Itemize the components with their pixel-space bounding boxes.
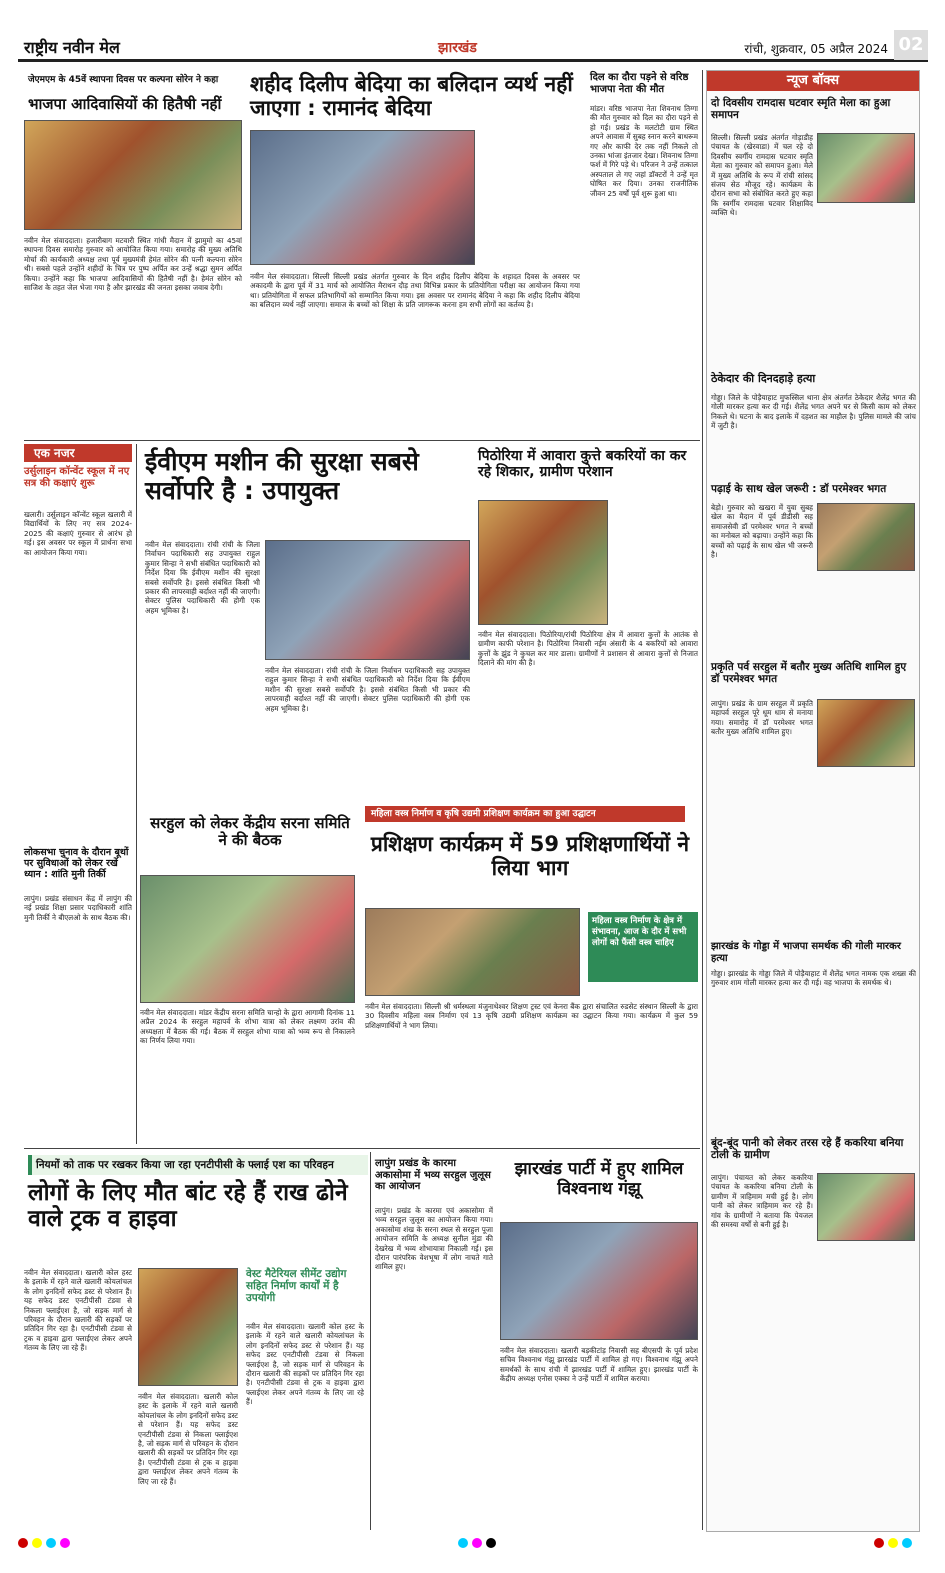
registration-dot bbox=[888, 1538, 898, 1548]
story-dogs-photo bbox=[478, 500, 608, 625]
column-rule bbox=[136, 444, 137, 1144]
news-item-headline: झारखंड के गोड्डा में भाजपा समर्थक की गोली मारकर हत्या bbox=[711, 941, 901, 964]
news-item-photo bbox=[817, 133, 915, 203]
story-ntpc-photo bbox=[138, 1268, 238, 1386]
story-ganjhu-photo bbox=[500, 1222, 698, 1340]
story-ntpc-body-cont: नवीन मेल संवाददाता। खलारी कोल हस्ट के इलाके में रहने वाले खलारी कोयलांचल के लोग इनदिनों सफेद डस्ट से परेशान हैं। यह सफेद डस्ट एनटीपीसी टंडवा से निकला फ्लाईएश है, जो सड़क मार्ग से परिवहन के दौरान खलारी की सड़कों पर प्रतिदिन गिर रहा है। एनटीपीसी टंडवा से ट्रक व हाइवा द्वारा फ्लाईएश लेकर अपने गंतव्य के लिए जा रहे हैं। bbox=[138, 1392, 238, 1486]
ek-nazar-title: एक नजर bbox=[24, 444, 132, 462]
registration-dot bbox=[902, 1538, 912, 1548]
news-box bbox=[706, 70, 920, 1532]
story-bjp-kicker: जेएमएम के 45वें स्थापना दिवस पर कल्पना सोरेन ने कहा bbox=[28, 75, 219, 85]
news-item-photo bbox=[817, 1173, 915, 1241]
registration-dot bbox=[458, 1538, 468, 1548]
news-item-headline: पढ़ाई के साथ खेल जरूरी : डॉ परमेश्वर भगत bbox=[711, 483, 887, 495]
story-evm-body-cont: नवीन मेल संवाददाता। रांची रांची के जिला निर्वाचन पदाधिकारी सह उपायुक्त राहुल कुमार सिन्हा ने सभी संबंधित पदाधिकारी को निर्देश दिया कि ईवीएम मशीन की सुरक्षा सबसे सर्वोपरि है। इससे संबंधित किसी भी प्रकार की लापरवाही बर्दाश्त नहीं की जाएगी। सेक्टर पुलिस पदाधिकारी की होगी एक अहम भूमिका है। bbox=[265, 666, 470, 713]
story-bediya-body: नवीन मेल संवाददाता। सिल्ली सिल्ली प्रखंड अंतर्गत गुरुवार के दिन शहीद दिलीप बेदिया के शहादत दिवस के अवसर पर अकादमी के द्वारा पूर्व में 31 मार्च को आयोजित मैराथन दौड़ तथा विभिन्न प्रकार के प्रतियोगिता परीक्षा का आयोजन किया गया था। प्रतियोगिता में सफल प्रतिभागियों को सम्मानित किया गया। इस अवसर पर रामानंद बेदिया ने कहा कि शहीद दिलीप बेदिया का बलिदान व्यर्थ नहीं जाएगा। समाज के बच्चों को शिक्षा के प्रति जागरूक करना हम सभी लोगों का कर्तव्य है। bbox=[250, 272, 580, 310]
print-registration-bar bbox=[18, 1536, 928, 1550]
paper-name: राष्ट्रीय नवीन मेल bbox=[24, 38, 120, 57]
news-item-body: बेड़ो। गुरुवार को खखरा में युवा सुबह खेल का मैदान में पूर्व डीडीसी सह समाजसेवी डॉ परमेश्वर भगत ने बच्चों का मनोबल को बढ़ाया। उन्होंने कहा कि बच्चों को पढ़ाई के साथ खेल भी जरूरी है। bbox=[711, 503, 813, 560]
story-sarhul-headline: सरहुल को लेकर केंद्रीय सरना समिति ने की बैठक bbox=[150, 814, 350, 850]
story-training-callout: महिला वस्त्र निर्माण के क्षेत्र में संभावना, आज के दौर में सभी लोगों को फैंसी वस्त्र चाहिए bbox=[588, 912, 698, 982]
news-item-body: गोड्डा। झारखंड के गोड्डा जिले में पोड़ैयाहाट में शैलेंद्र भगत नामक एक शख्स की गुरुवार शाम गोली मारकर हत्या कर दी गई। वह भाजपा के समर्थक थे। bbox=[711, 969, 916, 988]
story-training-headline: प्रशिक्षण कार्यक्रम में 59 प्रशिक्षणार्थियों ने लिया भाग bbox=[370, 832, 690, 881]
news-item-headline: प्रकृति पर्व सरहुल में बतौर मुख्य अतिथि शामिल हुए डॉ परमेश्वर भगत bbox=[711, 661, 907, 686]
ek-nazar-headline: उर्सुलाइन कॉन्वेंट स्कूल में नए सत्र की कक्षाएं शुरू bbox=[24, 466, 130, 489]
news-item-body: गोड्डा। जिले के पोड़ैयाहाट मुफस्सिल थाना क्षेत्र अंतर्गत ठेकेदार शैलेंद्र भगत की गोली मारकर हत्या कर दी गई। शैलेंद्र भगत अपने घर से किसी काम को लेकर निकले थे। घटना के बाद इलाके में दहशत का माहौल है। पुलिस मामले की जांच में जुटी है। bbox=[711, 393, 916, 431]
column-rule bbox=[370, 1152, 371, 1530]
story-bjp-photo bbox=[24, 120, 242, 230]
news-item-headline: बूंद-बूंद पानी को लेकर तरस रहे हैं ककरिया बनिया टोली के ग्रामीण bbox=[711, 1137, 904, 1162]
story-training-photo bbox=[365, 908, 580, 996]
registration-dot bbox=[472, 1538, 482, 1548]
story-dogs-headline: पिठोरिया में आवारा कुत्ते बकरियों का कर रहे शिकार, ग्रामीण परेशान bbox=[478, 448, 687, 481]
story-sarhul-photo bbox=[140, 875, 355, 1003]
story-ntpc-headline: लोगों के लिए मौत बांट रहे हैं राख ढोने वाले ट्रक व हाइवा bbox=[28, 1180, 348, 1233]
story-ntpc-tagline: नियमों को ताक पर रखकर किया जा रहा एनटीपीसी के फ्लाई एश का परिवहन bbox=[28, 1155, 368, 1175]
page-number: 02 bbox=[894, 30, 928, 60]
story-lapung-headline: लापुंग प्रखंड के कारमा अकासोमा में भव्य सरहुल जुलूस का आयोजन bbox=[375, 1158, 491, 1192]
story-ntpc-body-more: नवीन मेल संवाददाता। खलारी कोल हस्ट के इलाके में रहने वाले खलारी कोयलांचल के लोग इनदिनों सफेद डस्ट से परेशान हैं। यह सफेद डस्ट एनटीपीसी टंडवा से निकला फ्लाईएश है, जो सड़क मार्ग से परिवहन के दौरान खलारी की सड़कों पर प्रतिदिन गिर रहा है। एनटीपीसी टंडवा से ट्रक व हाइवा द्वारा फ्लाईएश लेकर अपने गंतव्य के लिए जा रहे हैं। bbox=[246, 1322, 364, 1407]
story-evm-photo bbox=[265, 540, 470, 660]
story-ntpc-callout: वेस्ट मैटेरियल सीमेंट उद्योग सहित निर्माण कार्यों में है उपयोगी bbox=[246, 1268, 347, 1305]
dateline: रांची, शुक्रवार, 05 अप्रैल 2024 bbox=[744, 42, 888, 56]
story-ntpc-body: नवीन मेल संवाददाता। खलारी कोल हस्ट के इलाके में रहने वाले खलारी कोयलांचल के लोग इनदिनों सफेद डस्ट से परेशान हैं। यह सफेद डस्ट एनटीपीसी टंडवा से निकला फ्लाईएश है, जो सड़क मार्ग से परिवहन के दौरान खलारी की सड़कों पर प्रतिदिन गिर रहा है। एनटीपीसी टंडवा से ट्रक व हाइवा द्वारा फ्लाईएश लेकर अपने गंतव्य के लिए जा रहे हैं। bbox=[24, 1268, 132, 1353]
story-bjp-body: नवीन मेल संवाददाता। हजारीबाग मटवारी स्थित गांधी मैदान में झामुमो का 45वां स्थापना दिवस समारोह गुरुवार को आयोजित किया गया। समारोह की मुख्य अतिथि मोर्चा की कार्यकारी अध्यक्ष तथा पूर्व मुख्यमंत्री हेमंत सोरेन की पत्नी कल्पना सोरेन थी। सबसे पहले उन्होंने शहीदों के चित्र पर पुष्प अर्पित कर उन्हें श्रद्धा सुमन अर्पित किया। उन्होंने कहा कि भाजपा आदिवासियों की हितैषी नहीं है। हेमंत सोरेन को साजिश के तहत जेल भेजा गया है और झारखंड की जनता इसका जवाब देगी। bbox=[24, 236, 242, 293]
ek-nazar-body: खलारी। उर्सुलाइन कॉन्वेंट स्कूल खलारी में विद्यार्थियों के लिए नए सत्र 2024-2025 की कक्षाएं गुरुवार से आरंभ हो गई। इस अवसर पर स्कूल में प्रार्थना सभा का आयोजन किया गया। bbox=[24, 510, 132, 557]
registration-dot bbox=[60, 1538, 70, 1548]
story-bediya-photo bbox=[250, 130, 475, 265]
story-bjp-headline: भाजपा आदिवासियों की हितैषी नहीं bbox=[28, 95, 222, 113]
story-lapung-body: लापुंग। प्रखंड के कारमा एवं अकासोमा में भव्य सरहुल जुलूस का आयोजन किया गया। अकासोमा शंख के सरना स्थल से सरहुल पूजा आयोजन समिति के अध्यक्ष सुनील मुंडा की देखरेख में भव्य शोभायात्रा निकाली गई। इस दौरान पारंपरिक वेशभूषा में लोग नाचते गाते शामिल हुए। bbox=[375, 1206, 493, 1272]
column-rule bbox=[702, 70, 703, 1530]
masthead bbox=[18, 30, 928, 62]
story-ganjhu-body: नवीन मेल संवाददाता। खलारी बड़कीटांड़ निवासी सह बीएसपी के पूर्व प्रदेश सचिव विश्वनाथ गंझू झारखंड पार्टी में शामिल हो गए। विश्वनाथ गंझू अपने समर्थकों के साथ रांची में झारखंड पार्टी में शामिल हुए। झारखंड पार्टी के केंद्रीय अध्यक्ष एनोस एक्का ने उन्हें पार्टी में शामिल कराया। bbox=[500, 1346, 698, 1384]
registration-dot bbox=[486, 1538, 496, 1548]
section-rule bbox=[24, 440, 700, 441]
story-training-body: नवीन मेल संवाददाता। सिल्ली श्री धर्मस्थला मंजुनाथेश्वर शिक्षण ट्रस्ट एवं केनरा बैंक द्वारा संचालित रुडसेट संस्थान सिल्ली के द्वारा 30 दिवसीय महिला वस्त्र निर्माण एवं 13 कृषि उद्यमी प्रशिक्षण कार्यक्रम का उद्घाटन किया गया। कार्यक्रम में कुल 59 प्रशिक्षणार्थियों ने भाग लिया। bbox=[365, 1002, 698, 1030]
registration-dot bbox=[874, 1538, 884, 1548]
news-item-photo bbox=[817, 699, 915, 767]
news-item-photo bbox=[817, 503, 915, 571]
story-bediya-headline: शहीद दिलीप बेदिया का बलिदान व्यर्थ नहीं जाएगा : रामानंद बेदिया bbox=[250, 72, 573, 121]
news-item-headline: ठेकेदार की दिनदहाड़े हत्या bbox=[711, 372, 816, 385]
news-item-body: लापुंग। प्रखंड के ग्राम सरहुल में प्रकृति महापर्व सरहुल पूरे धूम धाम से मनाया गया। समारोह में डॉ परमेश्वर भगत बतौर मुख्य अतिथि शामिल हुए। bbox=[711, 699, 813, 737]
story-training-tagline: महिला वस्त्र निर्माण व कृषि उद्यमी प्रशिक्षण कार्यक्रम का हुआ उद्घाटन bbox=[365, 806, 685, 822]
news-box-title: न्यूज बॉक्स bbox=[707, 71, 919, 91]
news-item-headline: दो दिवसीय रामदास घटवार स्मृति मेला का हुआ समापन bbox=[711, 97, 891, 122]
story-dogs-body: नवीन मेल संवाददाता। पिठोरिया/रांची पिठोरिया क्षेत्र में आवारा कुत्तों के आतंक से ग्रामीण काफी परेशान है। पिठोरिया निवासी नईम अंसारी के 4 बकरियों को आवारा कुत्तों के झुंड ने कुचल कर मार डाला। ग्रामीणों ने प्रशासन से आवारा कुत्तों से निजात दिलाने की मांग की है। bbox=[478, 630, 698, 668]
ek-nazar-body: लापुंग। प्रखंड संसाधन केंद्र में लापुंग की नई प्रखंड शिक्षा प्रसार पदाधिकारी शांति मुनी तिर्की ने बीएलओ के साथ बैठक की। bbox=[24, 894, 132, 922]
news-item-body: लापुंग। पंचायत को लेकर ककरिया पंचायत के ककरिया बनिया टोली के ग्रामीण में त्राहिमाम मची हुई है। लोग पानी को लेकर त्राहिमाम कर रहे हैं। गांव के ग्रामीणों ने बताया कि पेयजल की समस्या वर्षों से बनी हुई है। bbox=[711, 1173, 813, 1230]
registration-dot bbox=[18, 1538, 28, 1548]
registration-dot bbox=[46, 1538, 56, 1548]
registration-dot bbox=[32, 1538, 42, 1548]
story-shivnath-body: मांडर। वरिष्ठ भाजपा नेता शिवनाथ तिग्गा की मौत गुरुवार को दिल का दौरा पड़ने से हो गई। प्रखंड के मलटोटी ग्राम स्थित अपने आवास में सुबह स्नान करने बाथरूम गए और काफी देर तक नहीं निकले तो उनका भांजा इंतजार देखा। शिवनाथ तिग्गा फर्श में गिरे पड़े थे। परिजन ने उन्हें तत्काल अस्पताल ले गए जहां डॉक्टरों ने उन्हें मृत घोषित कर दिया। उनका राजनीतिक जीवन 25 वर्षों पूर्व शुरू हुआ था। bbox=[590, 104, 698, 198]
ek-nazar-headline: लोकसभा चुनाव के दौरान बूथों पर सुविधाओं को लेकर रखें ध्यान : शांति मुनी तिर्की bbox=[24, 847, 129, 880]
story-shivnath-headline: दिल का दौरा पड़ने से वरिष्ठ भाजपा नेता की मौत bbox=[590, 72, 689, 95]
story-sarhul-body: नवीन मेल संवाददाता। मांडर केंद्रीय सरना समिति चान्हो के द्वारा आगामी दिनांक 11 अप्रैल 2024 के सरहुल महापर्व के शोभा यात्रा को लेकर लक्ष्मण उरांव की अध्यक्षता में बैठक की गई। बैठक में सरहुल शोभा यात्रा को भव्य रूप से निकालने का निर्णय लिया गया। bbox=[140, 1008, 355, 1046]
section-rule bbox=[24, 1148, 700, 1149]
section-name: झारखंड bbox=[438, 40, 477, 56]
story-ganjhu-headline: झारखंड पार्टी में हुए शामिल विश्वनाथ गंझू bbox=[514, 1159, 684, 1199]
news-item-body: सिल्ली। सिल्ली प्रखंड अंतर्गत गोड़ाडीह पंचायत के (खेरवाडा) में चल रहे दो दिवसीय स्वर्गीय रामदास घटवार स्मृति मेला का गुरुवार को समापन हुआ। मेले में मुख्य अतिथि के रूप में रांची सांसद संजय सेठ मौजूद रहे। कार्यक्रम के दौरान सभा को संबोधित करते हुए कहा कि स्वर्गीय रामदास घटवार शिक्षाविद व्यक्ति थे। bbox=[711, 133, 813, 218]
story-evm-headline: ईवीएम मशीन की सुरक्षा सबसे सर्वोपरि है : उपायुक्त bbox=[145, 447, 419, 505]
story-evm-body: नवीन मेल संवाददाता। रांची रांची के जिला निर्वाचन पदाधिकारी सह उपायुक्त राहुल कुमार सिन्हा ने सभी संबंधित पदाधिकारी को निर्देश दिया कि ईवीएम मशीन की सुरक्षा सबसे सर्वोपरि है। इससे संबंधित किसी भी प्रकार की लापरवाही बर्दाश्त नहीं की जाएगी। सेक्टर पुलिस पदाधिकारी की होगी एक अहम भूमिका है। bbox=[145, 540, 260, 615]
